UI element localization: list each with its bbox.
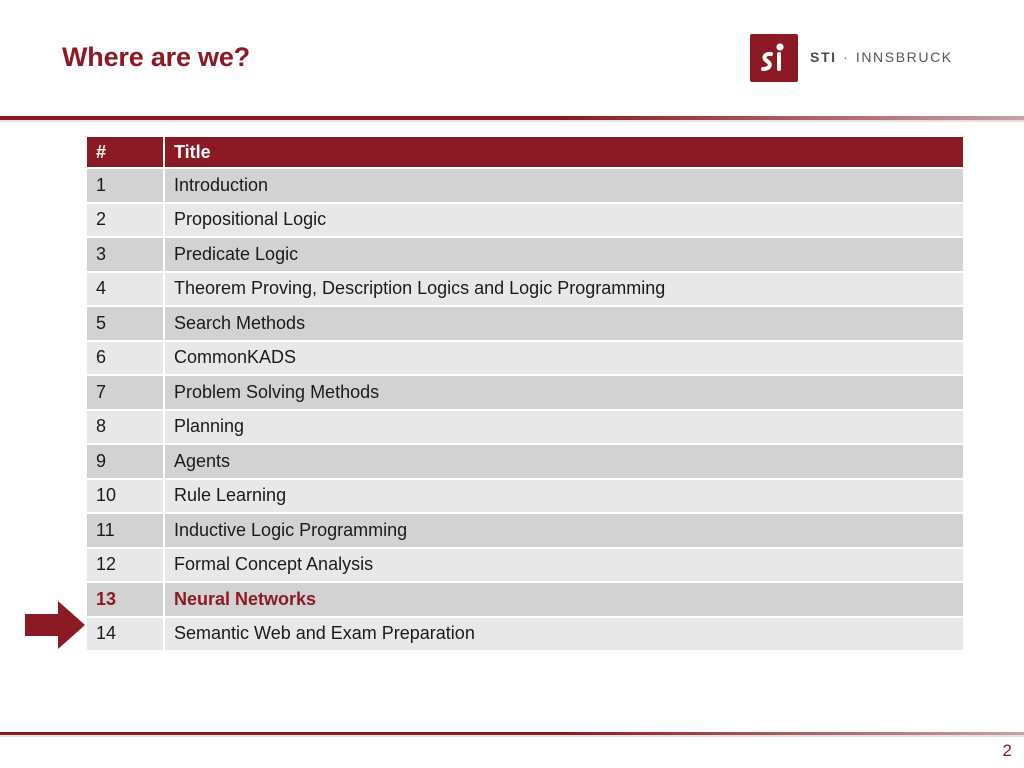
table-row-current	[86, 582, 964, 617]
table-body	[86, 168, 964, 651]
table-row	[86, 203, 964, 238]
column-header-number: #	[86, 136, 164, 168]
lecture-number-cell: 9	[86, 444, 164, 479]
lecture-title-cell: Introduction	[164, 168, 964, 203]
logo-wordmark	[810, 49, 953, 65]
table-row	[86, 513, 964, 548]
lecture-number-cell: 5	[86, 306, 164, 341]
table-row	[86, 617, 964, 652]
lecture-title-cell: Semantic Web and Exam Preparation	[164, 617, 964, 652]
lecture-title-cell: Neural Networks	[164, 582, 964, 617]
lecture-schedule-table	[85, 135, 965, 652]
logo-separator: ·	[843, 49, 850, 65]
lecture-title-cell: Theorem Proving, Description Logics and Logic Programming	[164, 272, 964, 307]
lecture-number-cell: 1	[86, 168, 164, 203]
table-row	[86, 444, 964, 479]
lecture-number-cell: 4	[86, 272, 164, 307]
right-arrow-icon	[25, 601, 85, 649]
lecture-title-cell: Search Methods	[164, 306, 964, 341]
logo-brand: STI	[810, 49, 837, 65]
table-row	[86, 548, 964, 583]
table-row	[86, 341, 964, 376]
lecture-number-cell: 2	[86, 203, 164, 238]
column-header-title: Title	[164, 136, 964, 168]
lecture-title-cell: Predicate Logic	[164, 237, 964, 272]
lecture-title-cell: Problem Solving Methods	[164, 375, 964, 410]
table-row	[86, 272, 964, 307]
table-row	[86, 479, 964, 514]
lecture-title-cell: Formal Concept Analysis	[164, 548, 964, 583]
lecture-number-cell: 10	[86, 479, 164, 514]
lecture-number-cell: 13	[86, 582, 164, 617]
slide-title: Where are we?	[62, 42, 250, 72]
logo-location: INNSBRUCK	[855, 49, 953, 65]
lecture-number-cell: 12	[86, 548, 164, 583]
table-row	[86, 375, 964, 410]
footer-divider-shadow	[0, 735, 1024, 737]
lecture-number-cell: 8	[86, 410, 164, 445]
lecture-number-cell: 7	[86, 375, 164, 410]
table-row	[86, 306, 964, 341]
table-row	[86, 410, 964, 445]
lecture-title-cell: Planning	[164, 410, 964, 445]
lecture-number-cell: 14	[86, 617, 164, 652]
table-row	[86, 237, 964, 272]
lecture-number-cell: 3	[86, 237, 164, 272]
table-header-row	[86, 136, 964, 168]
header-divider-shadow	[0, 120, 1024, 122]
lecture-title-cell: Agents	[164, 444, 964, 479]
lecture-title-cell: Propositional Logic	[164, 203, 964, 238]
lecture-number-cell: 11	[86, 513, 164, 548]
sti-logo-mark-icon	[750, 34, 798, 82]
lecture-title-cell: Inductive Logic Programming	[164, 513, 964, 548]
page-number: 2	[1002, 741, 1012, 760]
lecture-number-cell: 6	[86, 341, 164, 376]
lecture-title-cell: Rule Learning	[164, 479, 964, 514]
lecture-title-cell: CommonKADS	[164, 341, 964, 376]
table-row	[86, 168, 964, 203]
